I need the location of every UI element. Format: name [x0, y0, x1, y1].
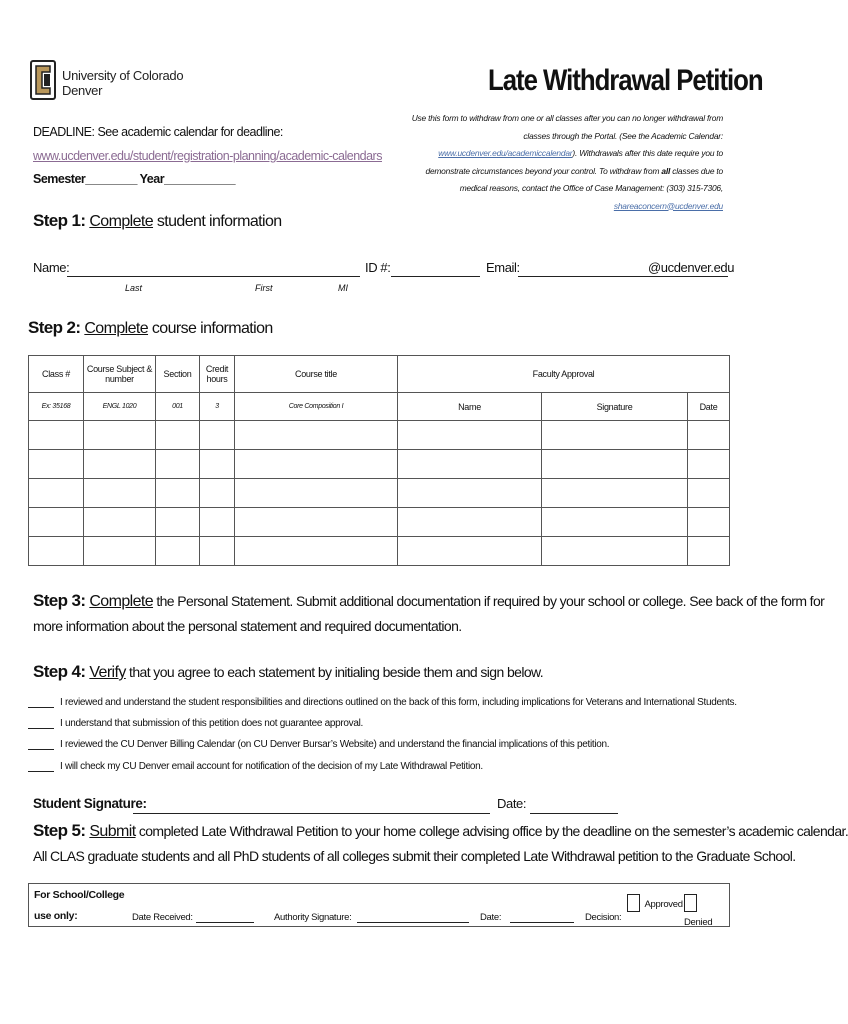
office-date-field[interactable]	[510, 922, 574, 923]
statement-2: I understand that submission of this petition does not guarantee approval.	[28, 718, 363, 729]
case-management-email-link[interactable]: shareaconcern@ucdenver.edu	[613, 200, 723, 211]
initial-field-4[interactable]	[28, 761, 54, 772]
page-title: Late Withdrawal Petition	[488, 64, 763, 97]
header-course-title: Course title	[235, 356, 398, 393]
subheader-signature: Signature	[542, 393, 688, 421]
email-domain: @ucdenver.edu	[648, 260, 735, 275]
date-received-label: Date Received:	[132, 912, 193, 923]
example-course-subject: ENGL 1020	[84, 393, 156, 421]
step4-heading: Step 4: Verify that you agree to each statement by initialing beside them and sign below.	[33, 662, 544, 681]
student-signature-field[interactable]	[133, 813, 490, 814]
middle-initial-caption: MI	[338, 283, 348, 293]
subheader-date: Date	[688, 393, 730, 421]
email-label: Email:	[486, 260, 520, 275]
step3-heading: Step 3: Complete the Personal Statement. Submit additional documentation if required by your school or college. See back of the form for	[33, 591, 825, 610]
header-credit-hours: Credit hours	[200, 356, 235, 393]
last-name-caption: Last	[125, 283, 143, 293]
academic-calendars-link[interactable]: www.ucdenver.edu/student/registration-planning/academic-calendars	[33, 149, 382, 163]
cu-logo-icon	[30, 60, 56, 100]
office-use-label-2: use only:	[34, 910, 78, 922]
date-received-field[interactable]	[196, 922, 254, 923]
email-field[interactable]	[518, 276, 728, 277]
statement-1: I reviewed and understand the student responsibilities and directions outlined on the back of this form, including implications for Veterans and International Students.	[28, 697, 737, 708]
name-label: Name:	[33, 260, 70, 275]
table-row[interactable]	[29, 508, 730, 537]
course-table	[28, 355, 730, 566]
first-name-caption: First	[255, 283, 273, 293]
university-wordmark	[62, 68, 183, 98]
id-field[interactable]	[391, 276, 480, 277]
academic-calendar-link[interactable]: www.ucdenver.edu/academiccalendar	[438, 148, 573, 158]
step2-heading: Step 2: Complete course information	[28, 318, 273, 337]
initial-field-3[interactable]	[28, 739, 54, 750]
table-row[interactable]	[29, 450, 730, 479]
example-row	[29, 393, 730, 421]
semester-year-field[interactable]: Semester________ Year___________	[33, 172, 236, 186]
decision-label: Decision:	[585, 912, 622, 923]
table-row[interactable]	[29, 479, 730, 508]
step5-heading: Step 5: Submit completed Late Withdrawal Petition to your home college advising office by the deadline on the semester’s academic calendar.	[33, 821, 848, 840]
step3-line2: more information about the personal statement and required documentation.	[33, 618, 462, 634]
initial-field-1[interactable]	[28, 697, 54, 708]
example-course-title: Core Composition I	[235, 393, 398, 421]
subheader-name: Name	[398, 393, 542, 421]
authority-signature-field[interactable]	[357, 922, 469, 923]
approved-checkbox[interactable]	[627, 894, 640, 912]
example-section: 001	[156, 393, 200, 421]
office-date-label: Date:	[480, 912, 502, 923]
authority-signature-label: Authority Signature:	[274, 912, 352, 923]
intro-instructions: Use this form to withdraw from one or all classes after you can no longer withdrawal from classes through the Portal. (See the Academic Calendar: www.ucdenver.edu/academiccalendar). Withdrawals after this date require you to demonstrate circumstances beyond your control. To withdraw from all classes due to medical reasons, contact the Office of Case Management: (303) 315-7306, shareaconcern@ucdenver.edu	[411, 113, 723, 211]
denied-checkbox[interactable]	[684, 894, 697, 912]
header-class-number: Class #	[29, 356, 84, 393]
header-section: Section	[156, 356, 200, 393]
example-credit-hours: 3	[200, 393, 235, 421]
approved-label: Approved	[644, 899, 683, 911]
step1-heading: Step 1: Complete student information	[33, 211, 282, 230]
signature-date-label: Date:	[497, 796, 527, 811]
name-field[interactable]	[67, 276, 360, 277]
deadline-label: DEADLINE: See academic calendar for deadline:	[33, 125, 283, 139]
table-row[interactable]	[29, 537, 730, 566]
statement-4: I will check my CU Denver email account for notification of the decision of my Late Withdrawal Petition.	[28, 761, 483, 772]
approved-option	[627, 894, 683, 912]
signature-date-field[interactable]	[530, 813, 618, 814]
office-use-label-1: For School/College	[34, 889, 125, 901]
header-course-subject: Course Subject & number	[84, 356, 156, 393]
statement-3: I reviewed the CU Denver Billing Calendar (on CU Denver Bursar’s Website) and understand the financial implications of this petition.	[28, 739, 609, 750]
logo-line2: Denver	[62, 83, 103, 98]
student-signature-label: Student Signature:	[33, 796, 147, 811]
logo-line1: University of Colorado	[62, 68, 184, 83]
example-class-number: Ex: 35168	[29, 393, 84, 421]
header-faculty-approval: Faculty Approval	[398, 356, 730, 393]
step5-line2: All CLAS graduate students and all PhD students of all colleges submit their completed Late Withdrawal petition to the Graduate School.	[33, 848, 796, 864]
denied-label: Denied	[684, 917, 713, 929]
table-row[interactable]	[29, 421, 730, 450]
id-label: ID #:	[365, 260, 391, 275]
office-use-box	[28, 883, 730, 927]
initial-field-2[interactable]	[28, 718, 54, 729]
denied-option	[684, 894, 729, 930]
